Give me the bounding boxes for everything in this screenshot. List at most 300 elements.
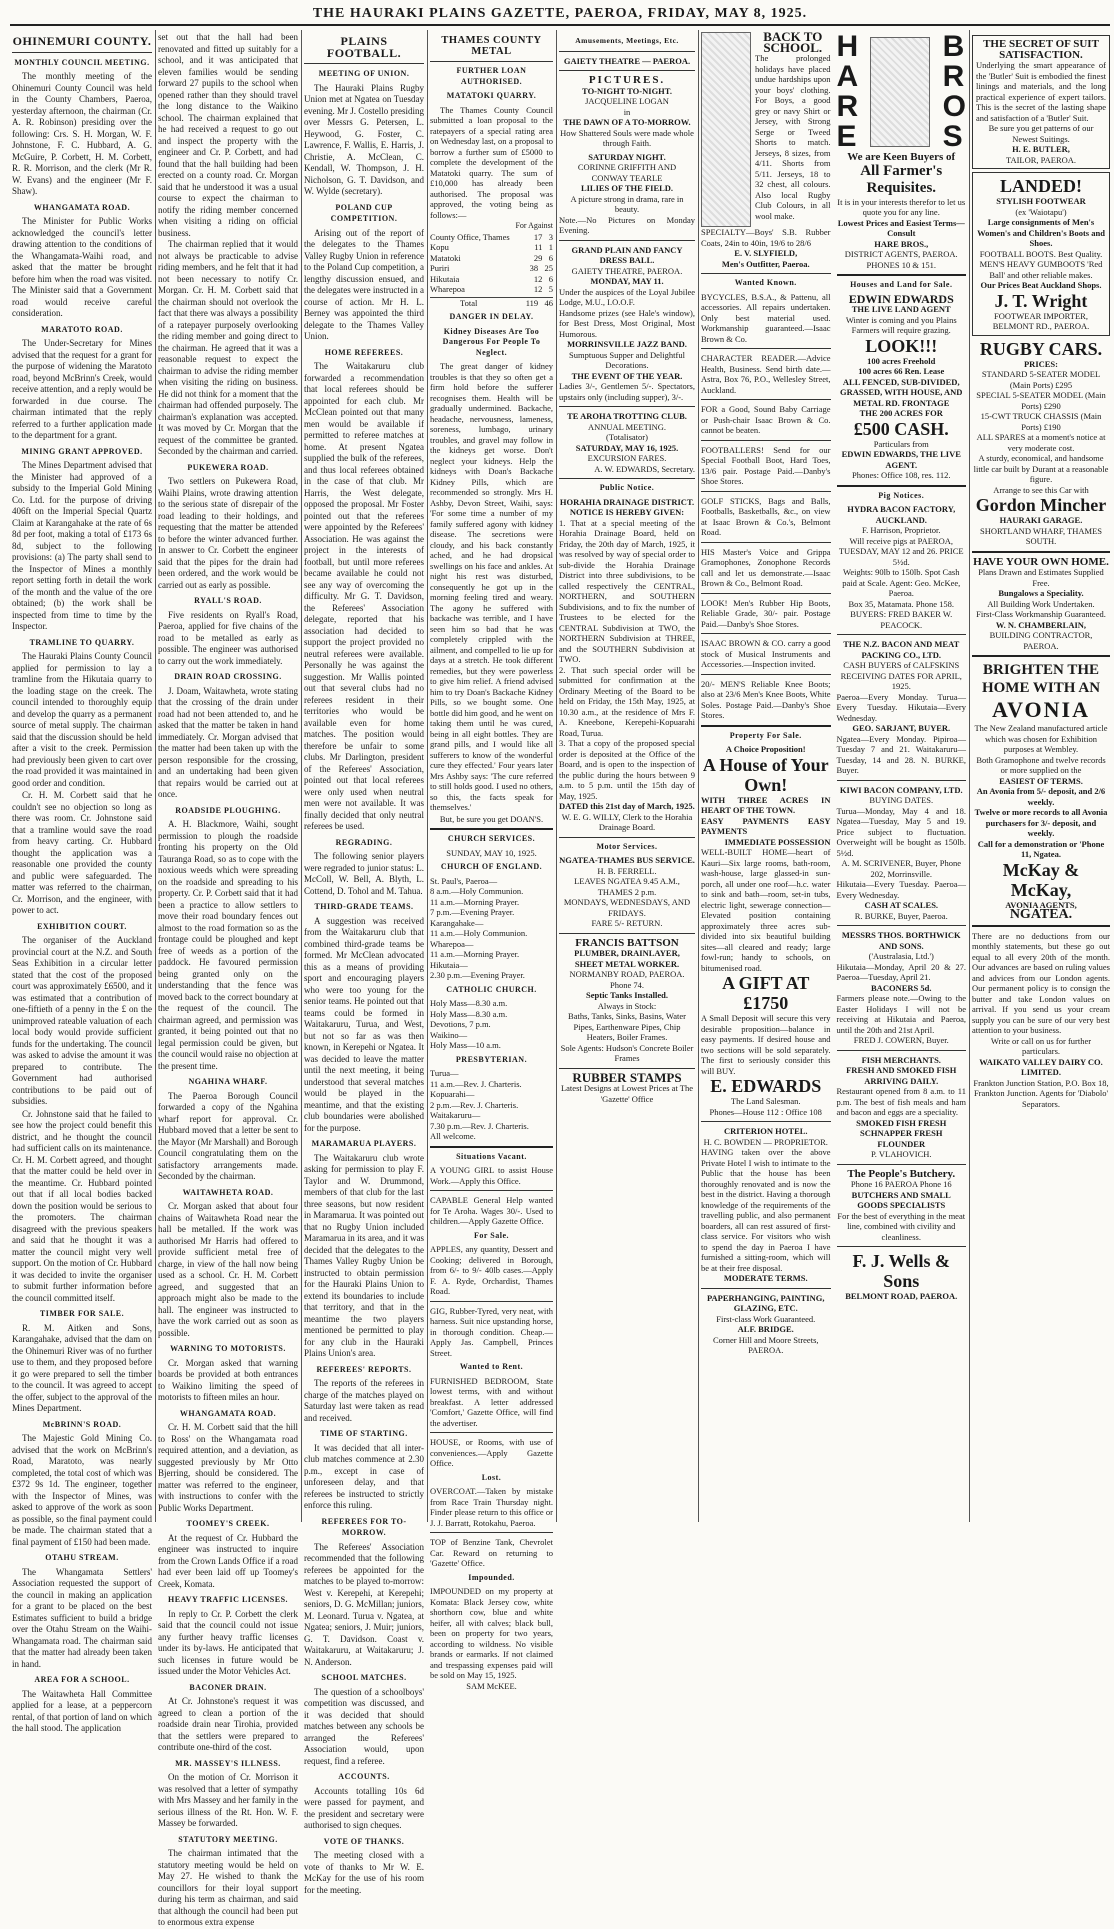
paragraph: The organiser of the Auckland provincial court at the N.Z. and South Seas Exhibition in a circular letter stated that the cost of the proposed court was approximately £6500, and it was estimated that a contribution of one-fiftieth of a penny in the £ on the unimproved rateable valuation of each local body would provide sufficient funds for the undertaking. The council was asked to advise the amount it was prepared to contribute. The Government had authorised contributions to be paid out of subsidies. <box>12 935 152 1106</box>
avonia: AVONIA <box>992 697 1090 722</box>
paragraph: Arising out of the report of the delegates to the Thames Valley Rugby Union in reference to the Poland Cup competition, a lengthy discussion ensued, and the delegates were instructed in a course of action. Mr H. L. Berney was appointed the third delegate to the Thames Valley Union. <box>304 227 424 341</box>
column-amusements <box>559 32 695 1522</box>
section-title: Motor Services. <box>596 841 658 851</box>
vote-for: 11 <box>534 242 543 252</box>
subhead: Kidney Diseases Are Too Dangerous For People To Neglect. <box>442 326 541 357</box>
butchery: The People's Butchery. <box>847 1167 956 1180</box>
phones: Phones—House 112 : Office 108 <box>709 1106 822 1117</box>
subhead: Wanted to Rent. <box>459 1362 524 1371</box>
vote-for: 12 <box>533 284 543 294</box>
ee-line: ALL FENCED, SUB-DIVIDED, GRASSED, WITH HOUSE, AND METAL RD. FRONTAGE <box>840 376 963 408</box>
hydra-line: Box 35, Matamata. Phone 158. BUYERS: FRED BAKER W. PEACOCK. <box>848 598 955 630</box>
vote-row <box>430 253 553 264</box>
mckay: McKay & McKay, <box>1002 859 1080 900</box>
butler-trade: TAILOR, PAEROA. <box>1005 154 1077 165</box>
column-county-council <box>12 32 152 1733</box>
classified-ad: FOR a Good, Sound Baby Carriage or Push-chair Isaac Brown & Co. cannot be beaten. <box>701 404 831 435</box>
subhead: THIRD-GRADE TEAMS. <box>314 902 414 911</box>
service-line: Holy Mass—10 a.m. <box>430 1040 501 1050</box>
subhead: VOTE OF THANKS. <box>323 1836 405 1846</box>
choice: A Choice Proposition! <box>725 744 806 754</box>
paragraph: The monthly meeting of the Ohinemuri County Council was held in the County Chambers, Paeroa, yesterday afternoon, the chairman (Cr. A. R. Robinson) presiding over the following: Crs. S. H. Morgan, W. F. Johnstone, F. C. Hubbard, A. G. McGuire, P. Corbett, H. M. Corbett, R. R. Morrison, and the clerk (Mr R. W. Evans) and the engineer (Mr F. Shaw). <box>12 71 152 196</box>
hare-illustration <box>870 37 930 147</box>
rugby-line: Arrange to see this Car with <box>993 484 1089 495</box>
bridge-address: Corner Hill and Moore Streets, PAEROA. <box>712 1334 819 1355</box>
paragraph: The Referees' Association recommended that the following referees be appointed for the matches to be played to-morrow: West v. Kerepehi, at Kerepehi; seniors, D. G. McMillan; juniors, M. Leonard. Turua v. Ngatea, at Ngatea; seniors, J. Muir; juniors, G. T. Davidson. Coast v. Waitakaruru, at Waitakaruru; J. N. Anderson. <box>304 1541 424 1667</box>
moderate: MODERATE TERMS. <box>723 1273 808 1283</box>
event: THE EVENT OF THE YEAR. <box>571 370 683 381</box>
house-line: EASY PAYMENTS EASY PAYMENTS <box>701 815 831 836</box>
band: MORRINSVILLE JAZZ BAND. <box>567 339 687 349</box>
section-title: Houses and Land for Sale. <box>850 280 953 289</box>
mincher-line: SHORTLAND WHARF, THAMES SOUTH. <box>980 525 1102 546</box>
landed: LANDED! <box>999 176 1082 196</box>
paragraph: In reply to Cr. P. Corbett the clerk said that the council could not issue any further heavy traffic licenses under its by-laws. He anticipated that such licenses in future would be issued under the Motor Vehicles Act. <box>158 1608 298 1676</box>
signature: SAM McKEE. <box>466 1680 517 1691</box>
kiwi-bacon: KIWI BACON COMPANY, LTD. <box>839 784 963 795</box>
paragraph: Cr. H. M. Corbett said that he couldn't see no objection so long as there was room. Cr. Johnstone said that a tramline would save the road from heavy carting. Cr. Hubbard thought the application was a reasonable one provided the county and public were safeguarded. The matter was referred to the chairman, Cr. Morrison, and the engineer, with power to act. <box>12 790 152 915</box>
drainage-title: HORAHIA DRAINAGE DISTRICT. <box>559 496 695 507</box>
subhead: CHURCH OF ENGLAND. <box>440 862 543 871</box>
rubber-stamps: RUBBER STAMPS <box>572 1069 682 1085</box>
landed-line: STYLISH FOOTWEAR <box>996 196 1086 206</box>
vote-row <box>430 242 553 253</box>
rugby-cars: RUGBY CARS. <box>979 338 1103 359</box>
section-title: Wanted Known. <box>734 278 797 287</box>
paragraph: Cr. Morgan asked that about four chains of Waitawheta Road near the hall be metalled. If the work was authorised Mr Harris had offered to provide sufficient metal free of charge, in view of the hall now being used as a school. Cr. H. M. Corbett agreed, and suggested that an approach might also be made to the hall. The engineer was instructed to have the work carried out as soon as possible. <box>158 1201 298 1338</box>
rugby-line: A sturdy, economical, and handsome little car built by Durant at a reasonable figure. <box>973 453 1109 484</box>
school-title: BACK TO SCHOOL. <box>763 29 823 55</box>
subhead: CHURCH SERVICES. <box>447 834 536 843</box>
vote-for: 12 <box>533 273 543 284</box>
vote-place: Wharepoa <box>430 284 465 294</box>
bus-times: LEAVES NGATEA 9.45 A.M., THAMES 2 p.m. <box>574 876 680 897</box>
ee-line: Particulars from <box>873 438 929 449</box>
septic: Septic Tanks Installed. <box>586 990 668 1000</box>
ball-text: Under the auspices of the Loyal Jubilee Lodge, M.U., I.O.O.F. <box>559 286 695 307</box>
service-line: Devotions, 7 p.m. <box>430 1019 491 1029</box>
agents: Sole Agents: Hudson's Concrete Boiler Frames <box>560 1042 694 1063</box>
vote-row <box>430 263 553 274</box>
subhead: MATATOKI QUARRY. <box>446 91 537 100</box>
classified-ad: TOP of Benzine Tank, Chevrolet Car. Reward on returning to 'Gazette' Office. <box>430 1537 553 1568</box>
theatre-name: GAIETY THEATRE — PAEROA. <box>563 55 691 66</box>
paragraph: The reports of the referees in charge of the matches played on Saturday last were taken as read and received. <box>304 1378 424 1423</box>
service-line: Holy Mass—8.30 a.m. <box>430 998 508 1008</box>
classified-ad: FURNISHED BEDROOM, State lowest terms, with and without breakfast. A letter addressed 'Comfort,' Gazette Office, will find the advertiser. <box>430 1375 553 1428</box>
paragraph: Two settlers on Pukewera Road, Waihi Plains, wrote drawing attention to the serious state of disrepair of the road leading to their holdings, and requesting that the matter be attended to before the winter advanced further. In answer to Cr. Corbett the engineer said that the pipes for the drain had been ordered, and the work would be carried out as early as possible. <box>158 476 298 590</box>
subhead: REFEREES FOR TO-MORROW. <box>321 1516 407 1537</box>
ee-line: EDWIN EDWARDS, THE LIVE AGENT. <box>841 449 961 470</box>
nz-bacon: THE N.Z. BACON AND MEAT PACKING CO., LTD. <box>843 639 960 660</box>
service-line: Karangahake— <box>430 917 484 928</box>
hare-name: HARE BROS., <box>874 238 929 249</box>
service-line: 11 a.m.—Morning Prayer. <box>430 949 520 959</box>
hotel: CRITERION HOTEL. <box>723 1126 808 1136</box>
dairy-text: Write or call on us for further particulars. <box>990 1035 1092 1056</box>
plumber-trade: PLUMBER, DRAINLAYER, SHEET METAL WORKER. <box>574 948 680 969</box>
subhead: WARNING TO MOTORISTS. <box>170 1344 286 1353</box>
wright-line: FOOTWEAR IMPORTER, BELMONT RD., PAEROA. <box>992 310 1090 331</box>
avonia-line: Call for a demonstration or 'Phone 11, Ngatea. <box>977 838 1105 859</box>
hare-letter: O <box>942 90 966 123</box>
notice-item: 1. That at a special meeting of the Horahia Drainage Board, held on Friday, the 20th day of March, 1925, it was resolved by way of special order to sub-divide the Horahia Drainage District into three subdivisions, to be called respectively the CENTRAL, NORTHERN, and SOUTHERN Subdivisions, and to fix the number of Trustees to be elected for the CENTRAL Subdivision at TWO, the NORTHERN Subdivision at THREE, and the SOUTHERN Subdivision at TWO. <box>559 517 695 664</box>
service-line: St. Paul's, Paeroa— <box>430 875 498 886</box>
ee-line: THE 200 ACRES FOR <box>859 408 943 418</box>
supper: Sumptuous Supper and Delightful Decorations. <box>569 349 685 370</box>
admission: Ladies 3/-, Gentlemen 5/-. Spectators, upstairs only (including supper), 3/-. <box>559 381 695 402</box>
trotting-club: TE AROHA TROTTING CLUB. <box>567 411 687 421</box>
subhead: ACCOUNTS. <box>338 1772 390 1781</box>
boy-illustration <box>701 32 751 227</box>
landed-line: MEN'S HEAVY GUMBOOTS 'Red Ball' and other reliable makes. <box>979 259 1103 280</box>
hare-letters-left <box>837 32 859 152</box>
fish-title: FISH MERCHANTS. <box>861 1054 941 1065</box>
hare-headline: All Farmer's Requisites. <box>860 162 943 196</box>
paragraph: It was decided that all inter-club matches commence at 2.30 p.m., except in case of unforeseen delay, and that referees be instructed to strictly enforce this ruling. <box>304 1442 424 1510</box>
specialty: SPECIALTY—Boys' S.B. Rubber Coats, 24in to 40in, 19/6 to 28/6 <box>701 227 831 248</box>
ball-title: GRAND PLAIN AND FANCY DRESS BALL. <box>571 244 683 265</box>
tonight: TO-NIGHT TO-NIGHT. <box>582 85 672 96</box>
vote-for: 17 <box>533 231 543 242</box>
subhead: Impounded. <box>468 1572 515 1582</box>
own-home: HAVE YOUR OWN HOME. <box>973 555 1109 568</box>
butchery-line: For the best of everything in the meat line, combined with civility and cleanliness. <box>837 1210 966 1242</box>
classified-ad: LOOK! Men's Rubber Hip Boots, Reliable Grade, 30/- pair. Postage Paid.—Danby's Shoe Stores. <box>701 597 831 629</box>
article-title: THAMES COUNTY METAL <box>441 35 542 57</box>
hare-letter: H <box>836 30 859 63</box>
vote-place: Hikutaia <box>430 273 460 284</box>
service-line: 2.30 p.m.—Evening Prayer. <box>430 970 525 980</box>
totalisator: (Totalisator) <box>606 432 648 442</box>
paragraph: J. Doam, Waitawheta, wrote stating that the crossing of the drain under road had not been attended to, and he asked that the matter be taken in hand immediately. Cr. Morgan advised that the matter had been taken up with the person responsible for the crossing, and an undertaking had been given that repairs would be carried out at once. <box>158 685 298 799</box>
ee-line: 100 acres 66 Ren. Lease <box>858 366 945 376</box>
article-title: OHINEMURI COUNTY. <box>12 34 152 48</box>
rugby-line: STANDARD 5-SEATER MODEL (Main Ports) £295 <box>981 369 1101 390</box>
ee-name: EDWIN EDWARDS <box>848 291 954 306</box>
hare-text: It is in your interests therefor to let us quote you for any line. <box>837 196 966 217</box>
mckay-line: AVONIA AGENTS, <box>1005 899 1077 910</box>
nz-line: CASH BUYERS of CALFSKINS <box>843 660 960 670</box>
brighten: BRIGHTEN THE HOME WITH AN <box>981 662 1101 696</box>
rugby-line: ALL SPARES at a moment's notice at very moderate cost. <box>976 432 1106 453</box>
hare-address: DISTRICT AGENTS, PAEROA. PHONES 10 & 151. <box>844 249 958 270</box>
classified-ad: GIG, Rubber-Tyred, very neat, with harness. Suit nice upstanding horse, in thorough condition. Cheap.—Apply Jas. Campbell, Princes Street. <box>430 1305 553 1358</box>
house-line: IMMEDIATE POSSESSION <box>724 836 831 847</box>
bus-owner: H. B. FERRELL. <box>597 865 657 876</box>
vote-table-header: For Against <box>515 221 553 230</box>
hare-line: We are Keen Buyers of <box>847 151 956 163</box>
plumber-address: NORMANBY ROAD, PAEROA. Phone 74. <box>569 969 685 990</box>
nz-line: GEO. SARJANT, BUYER. <box>852 723 951 733</box>
paragraph: The Hauraki Plains County Council applied for permission to lay a tramline from the Hikutaia quarry to the loading stage on the creek. The council intended to thoroughly equip and develop the quarry as a permanent source of metal supply. The chairman said that the discussion should be held after a visit to the creek. Permission had previously been given to cart over the road provided it was maintained in good order and condition. <box>12 651 152 788</box>
landed-line: (ex 'Waiotapu') <box>1015 206 1067 217</box>
paragraph: The meeting closed with a vote of thanks to Mr W. E. McKay for the use of his room for the meeting. <box>304 1850 424 1895</box>
notice-dated: DATED this 21st day of March, 1925. <box>559 801 695 811</box>
paragraph: The Majestic Gold Mining Co. advised that the work on McBrinn's Road, Maratoto, was nearly completed, the total cost of which was £372 9s 1d. The engineer, together with the Inspector of Mines, was asked to approve of the work as soon as possible, so the final payment could be made. The chairman stated that a final payment of £150 had been made. <box>12 1433 152 1547</box>
service-line: 8 a.m.—Holy Communion. <box>430 886 524 896</box>
film-star: CORINNE GRIFFITH AND CONWAY TEARLE <box>577 162 677 183</box>
suit-text: Underlying the smart appearance of the 'Butler' Suit is embodied the finest linings and materials, and the long practical experience of expert tailors. This is the secret of the lasting shape and satisfaction of a 'Butler' Suit. <box>976 60 1106 123</box>
annual: ANNUAL MEETING. <box>587 421 667 432</box>
house-headline: A House of Your Own! <box>702 754 829 795</box>
ee-text: Winter is coming and you Plains Farmers will require grazing. <box>845 314 957 335</box>
paragraph: The Hauraki Plains Rugby Union met at Ngatea on Tuesday evening. Mr J. Costello presiding over Messrs G. Petersen, L. Heywood, G. Foster, C. Lawrence, F. Wallis, E. Harris, J. Christie, A. McClean, C. Kendall, W. Thompson, J. H. Nicholson, G. T. Davidson, and W. Wylde (secretary). <box>304 82 424 196</box>
section-title: Property For Sale. <box>729 730 802 740</box>
subhead: BACONER DRAIN. <box>189 1682 267 1692</box>
paragraph: The Mines Department advised that the Minister had approved of a subsidy to the Imperial Gold Mining Co. Ltd. for the purpose of driving 406ft on the Imperial Special Quartz Claim at Karangahake at the rate of 6s 8d per foot, making a total of £173 6s 8d, subject to the following provisions: (a) The party shall send to the Inspector of Mines a monthly report setting forth in detail the work of the month and the value of the ore obtained; (b) the work shall be inspected from time to time by the Inspector. <box>12 460 152 631</box>
subhead: McBRINN'S ROAD. <box>42 1419 122 1429</box>
ball-prizes: Handsome prizes (see Hale's window), for Best Dress, Most Original, Most Humorous. <box>559 307 695 339</box>
fish-line: SMOKED FISH FRESH SCHNAPPER FRESH FLOUNDER <box>856 1117 947 1149</box>
paragraph: On the motion of Cr. Morrison it was resolved that a letter of sympathy with Mrs Massey and her family in the serious illness of the Rt. Hon. W. F. Massey be forwarded. <box>158 1772 298 1828</box>
borthwick-line: FRED J. COWERN, Buyer. <box>853 1035 949 1045</box>
paragraph: The following senior players were regraded to junior status: L. McColl, W. Bell, A. Blyth, L. Cottend, D. Tohol and M. Tahua. <box>304 851 424 896</box>
slyfield: E. V. SLYFIELD, <box>734 248 798 258</box>
subhead: ROADSIDE PLOUGHING. <box>175 805 281 815</box>
vote-total-row <box>430 297 553 309</box>
pictures-heading: PICTURES. <box>588 74 666 86</box>
section-title: Amusements, Meetings, Etc. <box>575 36 679 45</box>
masthead: THE HAURAKI PLAINS GAZETTE, PAEROA, FRIDAY, MAY 8, 1925. <box>10 2 1110 26</box>
vote-against: 3 <box>548 231 553 242</box>
subhead: For Sale. <box>473 1230 509 1240</box>
film-star: JACQUELINE LOGAN <box>585 96 669 106</box>
mincher: Gordon Mincher <box>975 495 1107 515</box>
dairy-text: There are no deductions from our monthly statements, but these go out equal to all every 20th of the month. Our advances are based on ruling values and advices from our London agents. Our permanent policy is to consign the butter and take London values on arrival. If you send us your cream supply you can be sure of our very best attention to your business. <box>972 930 1110 1035</box>
service-line: Hikutaia— <box>430 959 468 970</box>
notice-item: 2. That such special order will be submitted for confirmation at the Ordinary Meeting of the Board to be held on Friday, the 15th May, 1925, at 10.30 a.m., at the residence of Mrs F. A. Kneebone, Kerepehi-Kopuarahi Road, Turua. <box>559 664 695 738</box>
paragraph: Cr. H. M. Corbett said that the hill to Ross' on the Whangamata road required attention, and a deviation, as suggested previously by Mr Otto Bjerring, should be considered. The matter was referred to the engineer, with instructions to confer with the Public Works Department. <box>158 1422 298 1513</box>
presby-list <box>430 1068 553 1142</box>
services-date: SUNDAY, MAY 10, 1925. <box>446 847 537 858</box>
classified-ad: CAPABLE General Help wanted for Te Aroha. Wages 30/-. Used to children.—Apply Gazette Office. <box>430 1195 553 1226</box>
gift-price: A GIFT AT £1750 <box>722 973 810 1013</box>
subhead: REFEREES' REPORTS. <box>316 1364 412 1374</box>
vote-for: 29 <box>533 252 543 263</box>
subhead: Situations Vacant. <box>456 1151 527 1161</box>
rugby-line: 15-CWT TRUCK CHASSIS (Main Ports) £190 <box>980 411 1102 432</box>
subhead: MARAMARUA PLAYERS. <box>311 1139 417 1148</box>
subhead: NGAHINA WHARF. <box>188 1077 268 1086</box>
classified-ad: ISAAC BROWN & CO. carry a good stock of Musical Instruments and Accessories.—Inspection invited. <box>701 638 831 669</box>
hare-letter: R <box>836 90 859 123</box>
subhead: DANGER IN DELAY. <box>449 312 534 321</box>
stock-heading: Always in Stock: <box>597 1000 657 1011</box>
service-line: 2 p.m.—Rev. J. Charteris. <box>430 1099 519 1110</box>
hare-letter: E <box>836 120 857 153</box>
subhead: HEAVY TRAFFIC LICENSES. <box>167 1595 289 1604</box>
paperhanging: PAPERHANGING, PAINTING, GLAZING, ETC. <box>706 1292 825 1313</box>
nz-line: RECEIVING DATES FOR APRIL, 1925. <box>840 670 962 691</box>
paragraph: The Under-Secretary for Mines advised that the request for a grant for the purpose of widening the Maratoto road, beyond McBrinn's Creek, would receive attention, and a reply would be forwarded in due course. The chairman intimated that the reply referred to a further application made to the department for a grant. <box>12 338 152 440</box>
ee-line: 100 acres Freehold <box>867 355 936 366</box>
service-line: 7 p.m.—Evening Prayer. <box>430 907 515 917</box>
vote-against: 6 <box>548 273 553 284</box>
avonia-line: EASIEST OF TERMS. <box>999 775 1083 786</box>
landed-line: Large consignments of Men's Women's and Children's Boots and Shoes. <box>977 217 1105 248</box>
classified-ad: HIS Master's Voice and Grippa Gramophones, Zonophone Records call and let us demonstrate.—Isaac Brown & Co., Belmont Road. <box>701 546 831 588</box>
paragraph: R. M. Aitken and Sons, Karangahake, advised that the dam on the Ohinemuri River was of no further use to them, and they proposed before it go were prepared to sell the timber to the council. It was agreed to accept the offer, subject to the approval of the Mines Department. <box>12 1322 152 1413</box>
vote-total-label: Total <box>460 297 478 308</box>
butchery-line: BUTCHERS AND SMALL GOODS SPECIALISTS <box>851 1189 951 1210</box>
vote-place: Kopu <box>430 242 449 252</box>
note: Note.—No Pictures on Monday Evening. <box>559 214 695 235</box>
column-county-council-continued <box>158 32 298 1927</box>
landed-line: FOOTBALL BOOTS. Best Quality. <box>979 248 1103 259</box>
wells-address: BELMONT ROAD, PAEROA. <box>845 1291 958 1301</box>
film-title: LILIES OF THE FIELD. <box>580 183 674 193</box>
subhead: TIMBER FOR SALE. <box>39 1309 125 1318</box>
paragraph: The Waitakaruru club wrote asking for permission to play F. Taylor and W. Drummond, members of that club for the last three seasons, but now resident in Maramarua. It was pointed out that no Rugby Union included Maramarua in its area, and it was decided that the delegates to the Thames Valley Rugby Union be instructed to obtain permission for the Hauraki Plains Union to extend its boundaries to include that territory, and that in the meantime the two players mentioned be permitted to play for any club in the Hauraki Plains Union's area. <box>304 1152 424 1358</box>
kiwi-line: BUYING DATES. <box>869 795 934 805</box>
vote-place: Matatoki <box>430 252 461 263</box>
service-line: Holy Mass—8.30 a.m. <box>430 1008 508 1019</box>
look: LOOK!!! <box>865 335 938 356</box>
section-title: Public Notice. <box>599 483 655 492</box>
subhead: EXHIBITION COURT. <box>37 921 127 931</box>
column-advertisements <box>701 29 966 1522</box>
saturday: SATURDAY NIGHT. <box>588 151 666 162</box>
own-line: All Building Work Undertaken. <box>987 598 1095 609</box>
service-line: Turua— <box>430 1068 459 1078</box>
own-line: Plans Drawn and Estimates Supplied Free. <box>978 567 1104 588</box>
subhead: MARATOTO ROAD. <box>41 324 123 334</box>
suit-title: THE SECRET OF SUIT SATISFACTION. <box>983 38 1099 61</box>
hare-letter: B <box>942 30 965 63</box>
dairy-address: Frankton Junction Station, P.O. Box 18, Frankton Junction. Agents for 'Diabolo' Separators. <box>973 1077 1109 1109</box>
trotting-date: SATURDAY, MAY 16, 1925. <box>575 442 679 453</box>
classified-ad: FOOTBALLERS! Send for our Special Football Boot, Hard Toes, 13/6 pair. Postage Paid.—Danby's Shoe Stores. <box>701 444 831 486</box>
bus-days: MONDAYS, WEDNESDAYS, AND FRIDAYS. <box>563 897 691 918</box>
subhead: FURTHER LOAN AUTHORISED. <box>456 66 527 86</box>
gift-text: A Small Deposit will secure this very desirable proposition—balance in easy payments. If desired house and two sections will be sold separately. The first to seriously consider this will BUY. <box>701 1013 831 1076</box>
hotel-text: HAVING taken over the above Private Hotel I wish to intimate to the Public that the house has been thoroughly renovated and is now the best in the district. Having a thorough knowledge of the requirements of the travelling public, and also permanent boarders, all can rest assured of first-class service. For visitors who wish to spend the day in Paeroa I have furnished a sitting-room, which will be at their free disposal. <box>701 1147 831 1273</box>
subhead: PUKEWERA ROAD. <box>187 462 269 472</box>
borthwick-line: Farmers please note.—Owing to the Easter Holidays I will not be receiving at Hikutaia and Paeroa, until the 20th and 21st April. <box>836 993 966 1035</box>
house-line: WITH THREE ACRES IN HEART OF THE TOWN. <box>701 794 831 815</box>
subhead: WAITAWHETA ROAD. <box>182 1187 274 1197</box>
column-right-ads <box>972 32 1110 1522</box>
avonia-line: Twelve or more records to all Avonia purchasers for 3/- deposit, and weekly. <box>974 807 1108 838</box>
hare-letter: S <box>942 120 963 153</box>
avonia-line: An Avonia from 5/- deposit, and 2/6 weekly. <box>976 786 1106 807</box>
vote-place: Puriri <box>430 263 450 273</box>
vote-total-against: 46 <box>544 297 553 308</box>
vote-for: 38 <box>529 263 539 273</box>
paragraph: Cr. Johnstone said that he failed to see how the project could benefit this district, and he thought the council had sufficient calls on its maintenance. Cr. H. M. Corbett agreed, and thought that the matter could be held over in the meantime. Cr. Hubbard pointed out that if all local bodies backed down the position would be serious to the promoters. The chairman disagreed with the previous speakers and said that he thought it was a matter the council might very well support. On the motion of Cr. Hubbard it was decided to invite the organiser to submit further information before the council committed itself. <box>12 1108 152 1303</box>
vote-total-for: 119 <box>525 297 539 308</box>
borthwick-line: ('Australasia, Ltd.') <box>868 951 934 961</box>
service-line: 7.30 p.m.—Rev. J. Charteris. <box>430 1120 529 1131</box>
service-line: 11 a.m.—Morning Prayer. <box>430 896 520 907</box>
nz-line: Ngatea—Every Monday. Pipiroa—Tuesday 7 and 21. Waitakaruru—Tuesday, 14 and 28. N. BURKE, Buyer. <box>836 733 966 775</box>
ee-tagline: THE LIVE LAND AGENT <box>851 304 951 314</box>
rugby-line: SPECIAL 5-SEATER MODEL (Main Ports) £290 <box>976 390 1106 411</box>
house-desc: WELL-BUILT HOME—heart of Kauri—Six large rooms, bath-room, wash-house, large glassed-in sun-porch, all under one roof—h.c. water to sink and bath—room, set-in tubs, electric light, sewerage connection—Elevated position containing approximately three acres sub-divided into six beautiful building sites—all cleared and ready; large fowl-run; handy to schools, on bitumenised road. <box>701 847 831 973</box>
classified-ad: OVERCOAT.—Taken by mistake from Race Train Thursday night. Finder please return to this office or J. J. Barratt, Rotokahu, Paeroa. <box>430 1486 553 1528</box>
subhead: TIME OF STARTING. <box>320 1429 408 1438</box>
own-line: First-Class Workmanship Guaranteed. <box>976 609 1106 619</box>
subhead: WHANGAMATA ROAD. <box>33 202 131 212</box>
subhead: MEETING OF UNION. <box>318 69 410 78</box>
subhead: MINING GRANT APPROVED. <box>21 446 143 456</box>
vote-place: County Office, Thames <box>430 231 510 242</box>
wright: J. T. Wright <box>994 290 1088 311</box>
paragraph: Five residents on Ryall's Road, Paeroa, applied for five chains of the road to be metalled as early as possible. The engineer was authorised to carry out the work immediately. <box>158 609 298 666</box>
ads-right <box>837 32 967 1356</box>
classified-ad: GOLF STICKS, Bags and Balls, Footballs, Basketballs, &c., on view at Isaac Brown & Co.'s, Belmont Road. <box>701 495 831 537</box>
secretary: A. W. EDWARDS, Secretary. <box>594 463 695 474</box>
stock-list: Baths, Tanks, Sinks, Basins, Water Pipes, Earthenware Pipes, Chip Heaters, Boiler Frames. <box>568 1011 686 1042</box>
paragraph: The great danger of kidney troubles is that they so often get a firm hold before the sufferer recognises them. Health will be gradually undermined. Backache, headache, nervousness, lameness, soreness, lumbago, urinary troubles, and gravel may follow in the kidneys get worse. Don't neglect your kidneys. Help the kidneys with Doan's Backache Kidney Pills, which are recommended so strongly. Mrs H. Ashby, Devon Street, Waihi, says: 'For some time a number of my family suffered agony with kidney disease. The secretions were cloudy, and his back constantly ached, and he had dropsical swellings on his face and ankles. At night his rest was disturbed, consequently he got up in the morning feeling tired and weary. The agony he suffered with backache was terrible, and I have seen him so bad that he was completely crippled with the ailment, and compelled to lie up for days at a stretch. He took different remedies, but they were powerless to give him relief. A friend advised him to try Doan's Backache Kidney Pills, so we bought some. One bottle did him good, and he went on taking them until he was cured, being in all eight bottles. They are grand pills, and I would like all sufferers to know of the wonderful cure they effected.' Four years later Mrs Ashby says: 'The cure referred to still holds good. I used no others, so this, the facts speak for themselves.' <box>430 361 553 812</box>
column-thames-county <box>430 32 553 1691</box>
paragraph: set out that the hall had been renovated and fitted up suitably for a school, and it was anticipated that eleven families would be sending forward 27 pupils to the school when opened rather than they should travel the long distance to the Waikino school. The chairman explained that he had received a request to go out and inspect the property with the engineer and Cr. P. Corbett, and had found that the hall building had been erected on a county road. Cr. Morgan said that he understood it was a usual course to expect the chairman to notify the riding member concerned when visiting a riding on official business. <box>158 32 298 238</box>
subhead: STATUTORY MEETING. <box>178 1834 278 1844</box>
paragraph: At Cr. Johnstone's request it was agreed to clean a portion of the roadside drain near Tirohia, provided that the settlers were prepared to contribute one-third of the cost. <box>158 1696 298 1752</box>
vote-table <box>430 232 553 295</box>
borthwick: MESSRS THOS. BORTHWICK AND SONS. <box>841 930 961 951</box>
hare-text: Lowest Prices and Easiest Terms—Consult <box>837 217 965 238</box>
rugby-line: PRICES: <box>1023 358 1058 369</box>
fish-line: Restaurant opened from 8 a.m. to 11 p.m. The best of fish meals and ham and bacon and eggs are a speciality. <box>836 1086 966 1117</box>
subhead: CATHOLIC CHURCH. <box>446 984 537 994</box>
subhead: TOOMEY'S CREEK. <box>186 1519 270 1528</box>
butchery-line: Phone 16 PAEROA Phone 16 <box>850 1179 952 1189</box>
services-list <box>430 876 553 981</box>
subhead: MR. MASSEY'S ILLNESS. <box>175 1758 281 1768</box>
vote-against: 25 <box>544 263 553 273</box>
rubber-stamps-text: Latest Designs at Lowest Prices at The 'Gazette' Office <box>560 1083 694 1104</box>
own-line: Bungalows a Speciality. <box>998 588 1084 598</box>
bus-fare: FARE 5/- RETURN. <box>591 918 663 928</box>
paragraph: The Paeroa Borough Council forwarded a copy of the Ngahina wharf report for approval. Cr. Hubbard moved that a letter be sent to the Mayor (Mr Marshall) and Borough Council congratulating them on the satisfactory arrangements made. Seconded by the chairman. <box>158 1090 298 1181</box>
chamberlain: W. N. CHAMBERLAIN, <box>995 619 1087 630</box>
service-line: Kopuarahi— <box>430 1089 475 1099</box>
classified-ad: BYCYCLES, B.S.A., & Pattenu, all accessories. All repairs undertaken. Only best material used. Workmanship guaranteed.—Isaac Brown & Co. <box>701 291 831 344</box>
article-title: PLAINS FOOTBALL. <box>326 34 402 60</box>
subhead: DRAIN ROAD CROSSING. <box>174 672 282 681</box>
service-line: Waikino— <box>430 1029 468 1040</box>
subhead: TRAMLINE TO QUARRY. <box>29 637 135 647</box>
paragraph: The Minister for Public Works acknowledged the council's letter drawing attention to the conditions of the Whangamata-Waihi road, and asked that the matter be brought before him when the road was visited. The Minister said that a Government road would receive careful consideration. <box>12 216 152 318</box>
vote-row <box>430 274 553 285</box>
wells: F. J. Wells & Sons <box>852 1251 950 1291</box>
classified-ad: CHARACTER READER.—Advice Health, Business. Send birth date.—Astra, Box 76, P.O., Wellesley Street, Auckland. <box>701 353 831 395</box>
paragraph: A. H. Blackmore, Waihi, sought permission to plough the roadside fronting his property on the Old Tauranga Road, so as to cope with the noxious weeds which were spreading on the roadside and spreading to his property. Cr. P. Corbett said that it had been a practice to allow settlers to move their road boundary fences out almost to the road formation so as the frontage could be ploughed and kept free of weeds as a portion of the paddock. He favoured permission being granted only on the understanding that the fence was moved back to the correct boundary at the request of the council. The chairman agreed, and permission was granted, it being pointed out that no legal permission could be given, but the council would raise no objection at the present time. <box>158 819 298 1071</box>
kiwi-line: Hikutaia—Every Tuesday. Paeroa—Every Wednesday. <box>836 879 966 900</box>
subhead: SCHOOL MATCHES. <box>321 1673 407 1682</box>
ball-venue: GAIETY THEATRE, PAEROA. <box>571 265 683 276</box>
hydra-line: Weights: 90lb to 150lb. Spot Cash paid at Scale. Agent: Geo. McKee, Paeroa. <box>842 567 961 598</box>
bridge: ALF. BRIDGE. <box>737 1324 794 1334</box>
subhead: MONTHLY COUNCIL MEETING. <box>14 57 150 67</box>
vote-row <box>430 284 553 295</box>
service-line: Wharepoa— <box>430 938 474 949</box>
service-line: 11 a.m.—Holy Communion. <box>430 928 528 938</box>
classified-ad: IMPOUNDED on my property at Komata: Black Jersey cow, white shorthorn cow, blue and white heifer, all with calves; black bull, been on property for two years, according to wildness. No visible brands or earmarks. If not claimed and trespassing expenses paid will be sold on May 15, 1925. <box>430 1586 553 1680</box>
slyfield-trade: Men's Outfitter, Paeroa. <box>721 258 810 269</box>
subhead: POLAND CUP COMPETITION. <box>330 202 398 223</box>
film-title: THE DAWN OF A TO-MORROW. <box>563 117 691 127</box>
paragraph: The Waitakaruru club forwarded a recommendation that local referees should be appointed for each club. Mr McClean pointed out that many men would be available if permitted to referee matches at home. At present Ngatea supplied the bulk of the referees, and thus local referees obtained in the case of that club. Mr Harris, the West delegate, opposed the proposal. Mr Foster pointed out that the referees were appointed by the Referees' Association. He was against the project in the interests of football, but until more referees became available he could not see any way of overcoming the difficulty. Mr G. T. Davidson, the Referees' Association delegate, reported that his association had decided to support the project provided no neutral referees were available. Personally he was against the suggestion. Mr Wallis pointed out that several clubs had no referees resident in their territories who would be available even for home matches. The position would therefore be unfair to some clubs. Mr Darlington, president of the Referees' Association, pointed out that local referees were only used when neutral men were not available. It was finally decided that only neutral referees be used. <box>304 361 424 831</box>
subhead: HOME REFEREES. <box>324 347 404 357</box>
kiwi-line: A. M. SCRIVENER, Buyer, Phone 202, Morrinsville. <box>841 858 962 879</box>
service-line: 11 a.m.—Rev. J. Charteris. <box>430 1078 522 1089</box>
subhead: PRESBYTERIAN. <box>455 1054 528 1064</box>
ee-price: £500 CASH. <box>853 418 949 439</box>
film-desc: How Shattered Souls were made whole through Faith. <box>560 127 694 148</box>
